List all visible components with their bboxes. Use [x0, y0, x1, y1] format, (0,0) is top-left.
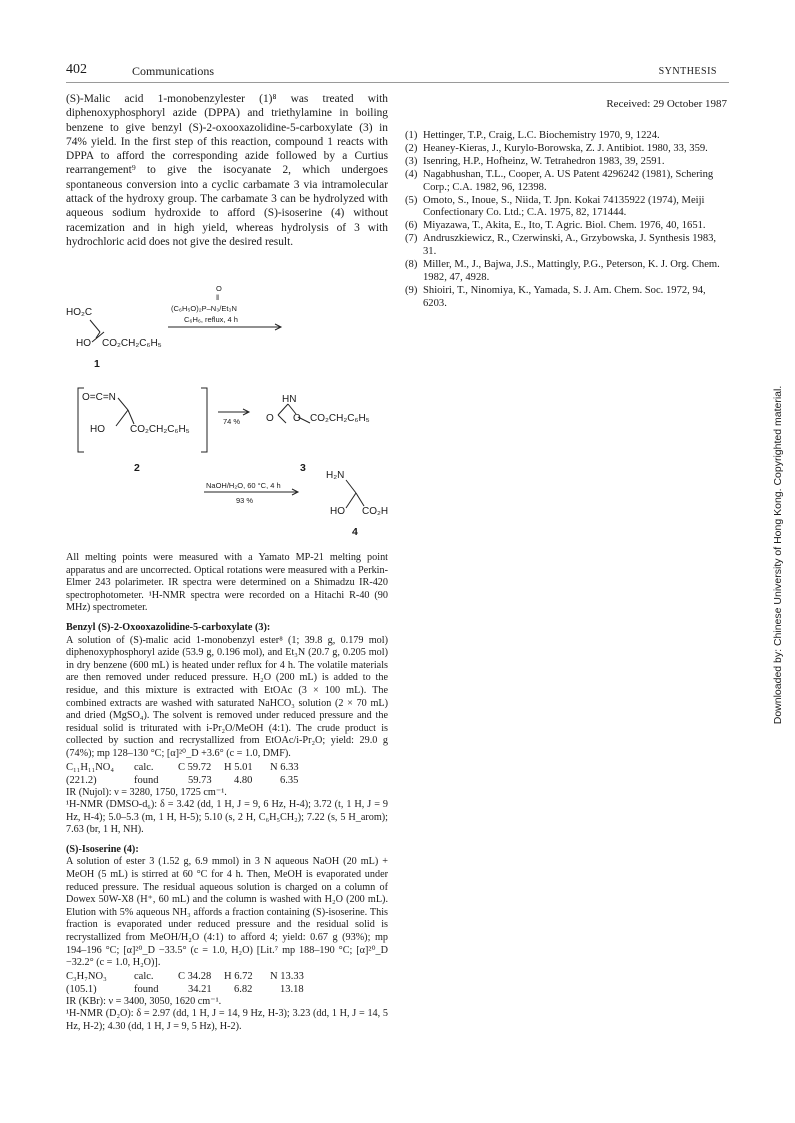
found-n: 13.18	[280, 983, 304, 995]
compound-1-ester: CO₂CH₂C₆H₅	[102, 338, 162, 349]
found-label: found	[134, 774, 159, 786]
reference-number: (6)	[405, 220, 418, 232]
molecular-weight: (221.2)	[66, 774, 97, 786]
compound-1-hydroxy: HO	[76, 338, 91, 349]
reference-text: Shioiri, T., Ninomiya, K., Yamada, S. J. Am. Chem. Soc. 1972, 94, 6203.	[423, 284, 706, 309]
compound-2-ester: CO₂CH₂C₆H₅	[130, 424, 190, 435]
formula: C₃H₇NO₃	[66, 970, 107, 982]
reference-item	[405, 195, 730, 221]
compound-3-nmr: ¹H-NMR (DMSO-d₆): δ = 3.42 (dd, 1 H, J = 9, 6 Hz, H-4); 3.72 (t, 1 H, J = 9 Hz, H-4); 5.0–5.3 (m, 1 H, H-5); 5.10 (s, 2 H, C₆H₅CH₂); 7.22 (s, 5 H_arom); 7.63 (br, 1 H, NH).	[66, 799, 388, 836]
found-h: 4.80	[234, 774, 253, 786]
reference-item	[405, 143, 730, 156]
header-rule	[66, 82, 729, 83]
found-c: 59.73	[188, 774, 212, 786]
reference-text: Andruszkiewicz, R., Czerwinski, A., Grzybowska, J. Synthesis 1983, 31.	[423, 233, 717, 258]
compound-4-ir: IR (KBr): ν = 3400, 3050, 1620 cm⁻¹.	[66, 995, 222, 1007]
reagent-1-double-bond: ‖	[216, 293, 220, 302]
reference-item	[405, 220, 730, 233]
calc-n: N 6.33	[270, 761, 299, 773]
journal-name: SYNTHESIS	[658, 66, 717, 77]
download-notice	[770, 385, 786, 725]
compound-3-analysis-found	[66, 774, 388, 787]
found-c: 34.21	[188, 983, 212, 995]
compound-4-nmr: ¹H-NMR (D₂O): δ = 2.97 (dd, 1 H, J = 14, 9 Hz, H-3); 3.23 (dd, 1 H, J = 14, 5 Hz, H-2); 4.30 (dd, 1 H, J = 9, 5 Hz), H-2).	[66, 1008, 388, 1032]
compound-4-amine: H₂N	[326, 470, 345, 481]
compound-2-label: 2	[134, 462, 140, 474]
compound-1-carboxyl: HO₂C	[66, 307, 93, 318]
reference-number: (8)	[405, 259, 418, 271]
compound-1-label: 1	[94, 358, 100, 370]
section-title: Communications	[132, 64, 214, 78]
reference-text: Isenring, H.P., Hofheinz, W. Tetrahedron 1983, 39, 2591.	[423, 155, 665, 167]
found-label: found	[134, 983, 159, 995]
calc-h: H 6.72	[224, 970, 253, 982]
reagent-3-yield: 93 %	[236, 496, 254, 505]
compound-3-ir: IR (Nujol): ν = 3280, 1750, 1725 cm⁻¹.	[66, 786, 227, 798]
calc-n: N 13.33	[270, 970, 304, 982]
page-number: 402	[66, 62, 87, 77]
reagent-1-line1: (C₆H₅O)₂P–N₃/Et₃N	[171, 304, 237, 313]
intro-paragraph: (S)-Malic acid 1-monobenzylester (1)⁸ was treated with diphenoxyphosphoryl azide (DPPA) and triethylamine in boiling benzene to give benzyl (S)-2-oxooxazolidine-5-carboxylate (3) in 74% yield. In the first step of this reaction, compound 1 reacts with DPPA to afford the corresponding azide followed by a Curtius rearrangement⁹ to give the isocyanate 2, which undergoes spontaneous conversion into a cyclic carbamate 3 via intramolecular attack of the hydroxy group. The carbamate 3 can be hydrolyzed with aqueous sodium hydroxide to afford (S)-isoserine (4) without racemization and in high yield, whereas hydrolysis of 3 with hydrochloric acid does not give the desired result.	[66, 93, 388, 248]
reference-text: Omoto, S., Inoue, S., Niida, T. Jpn. Kokai 74135922 (1974), Meiji Confectionary Co. Ltd.; C.A. 1975, 82, 171444.	[423, 194, 705, 219]
reference-text: Nagabhushan, T.L., Cooper, A. US Patent 4296242 (1981), Schering Corp.; C.A. 1982, 96, 12398.	[423, 168, 714, 193]
compound-3-carbonyl-oxygen: O	[266, 413, 274, 424]
references-list	[405, 130, 730, 311]
reference-number: (2)	[405, 142, 418, 154]
received-date: Received: 29 October 1987	[606, 98, 727, 110]
compound-3-procedure: A solution of (S)-malic acid 1-monobenzyl ester⁸ (1; 39.8 g, 0.179 mol) diphenoxyphosphoryl azide (53.9 g, 0.196 mol), and Et₃N (20.7 g, 0.205 mol) in dry benzene (600 mL) is heated under reflux for 4 h. The volatile materials are then removed under reduced pressure. H₂O (200 mL) is added to the residue, and this mixture is extracted with EtOAc (3 × 100 mL). The combined extracts are washed with saturated NaHCO₃ solution (2 × 70 mL) and dried (MgSO₄). The solvent is removed under reduced pressure and the residual solid is triturated with i-Pr₂O/MeOH (4:1). The crude product is collected by suction and recrystallized from EtOAc/i-Pr₂O; yield: 29.0 g (74%); mp 128–130 °C; [α]²⁰_D +3.6° (c = 1.0, DMF).	[66, 634, 388, 759]
reagent-1-line2: C₆H₆, reflux, 4 h	[184, 315, 238, 324]
found-h: 6.82	[234, 983, 253, 995]
compound-4-analysis-calc	[66, 970, 388, 983]
compound-4-carboxyl: CO₂H	[362, 506, 389, 517]
reagent-3-line1: NaOH/H₂O, 60 °C, 4 h	[206, 481, 281, 490]
general-notes: All melting points were measured with a Yamato MP-21 melting point apparatus and are uncorrected. Optical rotations were measured with a Perkin-Elmer 243 polarimeter. IR spectra were determined on a Shimadzu IR-420 spectrophotometer. ¹H-NMR spectra were recorded on a Hitachi R-40 (90 MHz) spectrometer.	[66, 552, 388, 614]
reference-item	[405, 130, 730, 143]
compound-4-title: (S)-Isoserine (4):	[66, 843, 139, 855]
compound-4-analysis-found	[66, 983, 388, 996]
yield-2-3: 74 %	[223, 417, 241, 426]
compound-4-hydroxy: HO	[330, 506, 345, 517]
reference-item	[405, 285, 730, 311]
compound-3-analysis-calc	[66, 761, 388, 774]
molecular-weight: (105.1)	[66, 983, 97, 995]
found-n: 6.35	[280, 774, 299, 786]
compound-3-ring-oxygen: O	[293, 413, 301, 424]
reference-item	[405, 169, 730, 195]
reference-text: Hettinger, T.P., Craig, L.C. Biochemistry 1970, 9, 1224.	[423, 130, 660, 141]
reference-item	[405, 259, 730, 285]
reference-number: (3)	[405, 155, 418, 167]
download-notice-text: Downloaded by: Chinese University of Hong Kong. Copyrighted material.	[772, 385, 784, 725]
calc-label: calc.	[134, 761, 154, 773]
compound-2-hydroxy: HO	[90, 424, 105, 435]
reference-number: (1)	[405, 130, 418, 141]
reference-number: (7)	[405, 233, 418, 245]
reference-number: (5)	[405, 194, 418, 206]
compound-3-nh: HN	[282, 394, 297, 405]
reference-item	[405, 233, 730, 259]
calc-h: H 5.01	[224, 761, 253, 773]
formula: C₁₁H₁₁NO₄	[66, 761, 115, 773]
compound-3-label: 3	[300, 462, 306, 474]
compound-3-ester: CO₂CH₂C₆H₅	[310, 413, 370, 424]
reference-text: Miyazawa, T., Akita, E., Ito, T. Agric. Biol. Chem. 1976, 40, 1651.	[423, 220, 706, 232]
reference-text: Miller, M., J., Bajwa, J.S., Mattingly, P.G., Peterson, K. J. Org. Chem. 1982, 47, 4928.	[423, 259, 720, 283]
calc-c: C 34.28	[178, 970, 212, 982]
compound-4-procedure: A solution of ester 3 (1.52 g, 6.9 mmol) in 3 N aqueous NaOH (20 mL) + MeOH (5 mL) is stirred at 60 °C for 4 h. Then, MeOH is evaporated under reduced pressure. The residual aqueous solution is charged on a column of Dowex 50W-X8 (H⁺, 60 mL) and the column is washed with H₂O (200 mL). Elution with 5% aqueous NH₃ affords a fraction containing (S)-isoserine. This fraction is evaporated under reduced pressure and the residual solid is recrystallized from MeOH/H₂O (4:1) to afford 4; yield: 0.67 g (93%); mp 194–196 °C; [α]²⁰_D −33.5° (c = 1.0, H₂O) [Lit.⁷ mp 188–190 °C; [α]²⁰_D −32.2° (c = 1.0, H₂O)].	[66, 856, 388, 969]
compound-4-label: 4	[352, 526, 358, 538]
compound-2-isocyanate: O=C=N	[82, 392, 116, 403]
reference-number: (4)	[405, 168, 418, 180]
reference-item	[405, 156, 730, 169]
calc-c: C 59.72	[178, 761, 212, 773]
reaction-scheme	[66, 280, 396, 550]
compound-3-title: Benzyl (S)-2-Oxooxazolidine-5-carboxylate (3):	[66, 621, 271, 633]
calc-label: calc.	[134, 970, 154, 982]
reference-number: (9)	[405, 284, 418, 296]
reagent-1-oxygen: O	[216, 284, 222, 293]
reference-text: Heaney-Kieras, J., Kurylo-Borowska, Z. J. Antibiot. 1980, 33, 359.	[423, 142, 708, 154]
